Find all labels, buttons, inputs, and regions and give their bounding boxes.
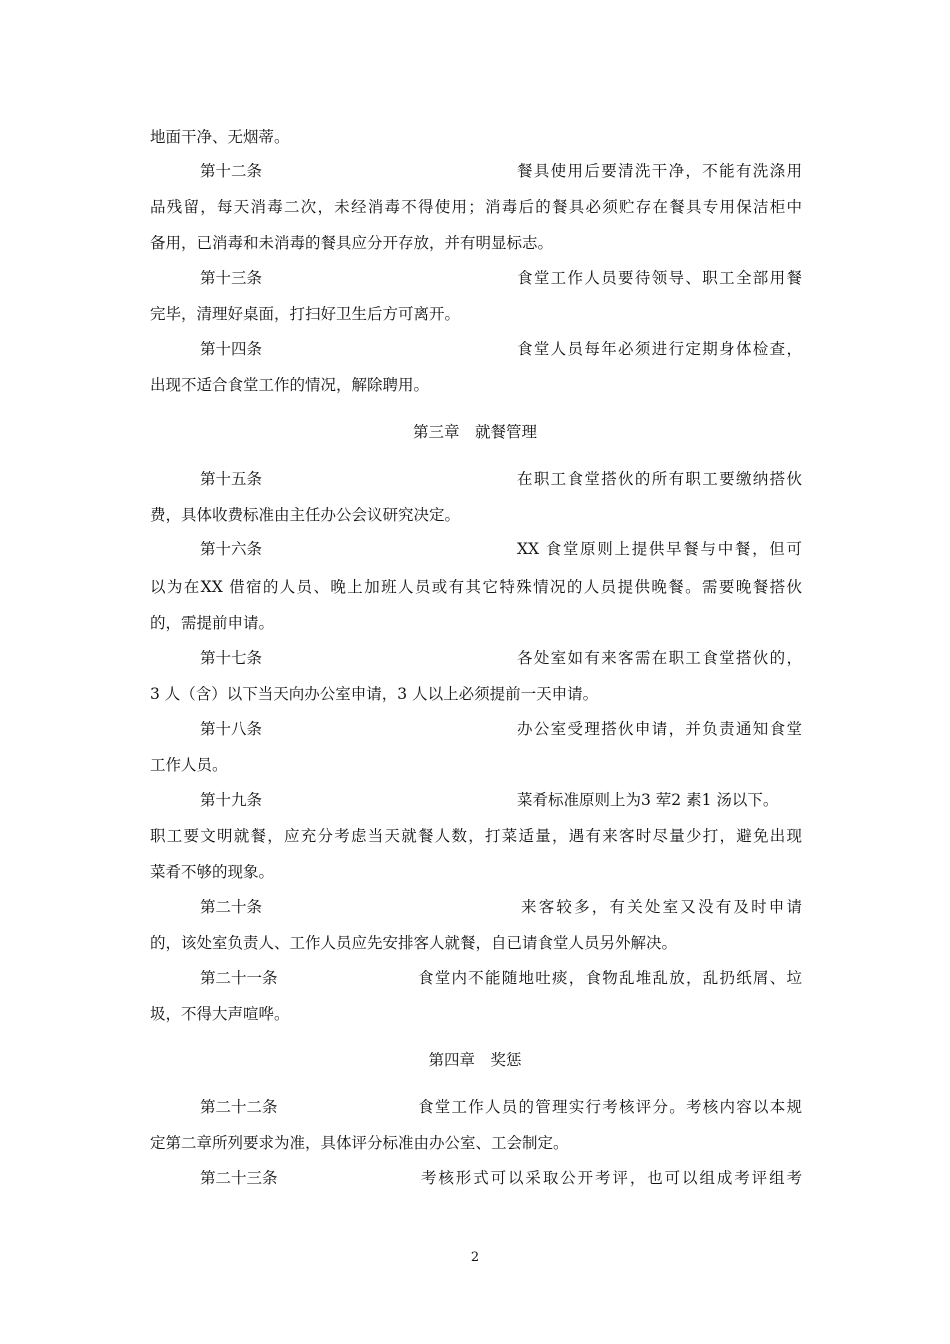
page-number: 2 (470, 1250, 480, 1265)
article-label: 第十三条 (200, 269, 263, 287)
text-line: 3 人（含）以下当天向办公室申请，3 人以上必须提前一天申请。 (150, 685, 599, 703)
text-line: 工作人员。 (150, 756, 228, 774)
article-label: 第十五条 (200, 470, 263, 488)
text-line: 定第二章所列要求为准，具体评分标准由办公室、工会制定。 (150, 1134, 569, 1152)
text-line: 圾，不得大声喧哗。 (150, 1005, 290, 1023)
text-line: 备用，已消毒和未消毒的餐具应分开存放，并有明显标志。 (150, 234, 554, 252)
article-label: 第二十三条 (200, 1169, 278, 1187)
article-label: 第十二条 (200, 162, 263, 180)
chapter-heading: 第三章 就餐管理 (412, 423, 537, 441)
text-line: 品残留，每天消毒二次，未经消毒不得使用；消毒后的餐具必须贮存在餐具专用保洁柜中 (150, 198, 802, 216)
article-text: 各处室如有来客需在职工食堂搭伙的， (517, 649, 802, 667)
article-text: 考核形式可以采取公开考评，也可以组成考评组考 (421, 1169, 802, 1187)
text-line: 的，该处室负责人、工作人员应先安排客人就餐，自已请食堂人员另外解决。 (150, 934, 678, 952)
article-label: 第十七条 (200, 649, 263, 667)
article-text: 餐具使用后要清洗干净，不能有洗涤用 (517, 162, 802, 180)
article-label: 第十六条 (200, 540, 263, 558)
text-line: 菜肴不够的现象。 (150, 863, 275, 881)
article-label: 第十八条 (200, 720, 263, 738)
article-label: 第十九条 (200, 791, 263, 809)
text-line: 的，需提前申请。 (150, 614, 275, 632)
article-text: 菜肴标准原则上为3 荤2 素1 汤以下。 (517, 791, 779, 809)
article-label: 第二十条 (200, 898, 263, 916)
article-text: 食堂工作人员的管理实行考核评分。考核内容以本规 (418, 1098, 802, 1116)
article-text: 在职工食堂搭伙的所有职工要缴纳搭伙 (517, 470, 802, 488)
article-label: 第十四条 (200, 340, 263, 358)
text-line: 以为在XX 借宿的人员、晚上加班人员或有其它特殊情况的人员提供晚餐。需要晚餐搭伙 (150, 578, 802, 596)
article-label: 第二十二条 (200, 1098, 278, 1116)
text-line: 完毕，清理好桌面，打扫好卫生后方可离开。 (150, 305, 461, 323)
article-text: 食堂工作人员要待领导、职工全部用餐 (517, 269, 802, 287)
article-text: 食堂内不能随地吐痰，食物乱堆乱放，乱扔纸屑、垃 (418, 969, 802, 987)
article-text: 办公室受理搭伙申请，并负责通知食堂 (517, 720, 802, 738)
text-line: 出现不适合食堂工作的情况，解除聘用。 (150, 376, 430, 394)
chapter-heading: 第四章 奖惩 (428, 1051, 522, 1069)
text-line: 费，具体收费标准由主任办公会议研究决定。 (150, 506, 461, 524)
article-text: 食堂人员每年必须进行定期身体检查， (517, 340, 802, 358)
article-label: 第二十一条 (200, 969, 278, 987)
text-line: 职工要文明就餐，应充分考虑当天就餐人数，打菜适量，遇有来客时尽量少打，避免出现 (150, 827, 802, 845)
article-text: XX 食堂原则上提供早餐与中餐，但可 (517, 540, 802, 558)
text-line: 地面干净、无烟蒂。 (150, 128, 290, 146)
article-text: 来客较多，有关处室又没有及时申请 (521, 898, 802, 916)
